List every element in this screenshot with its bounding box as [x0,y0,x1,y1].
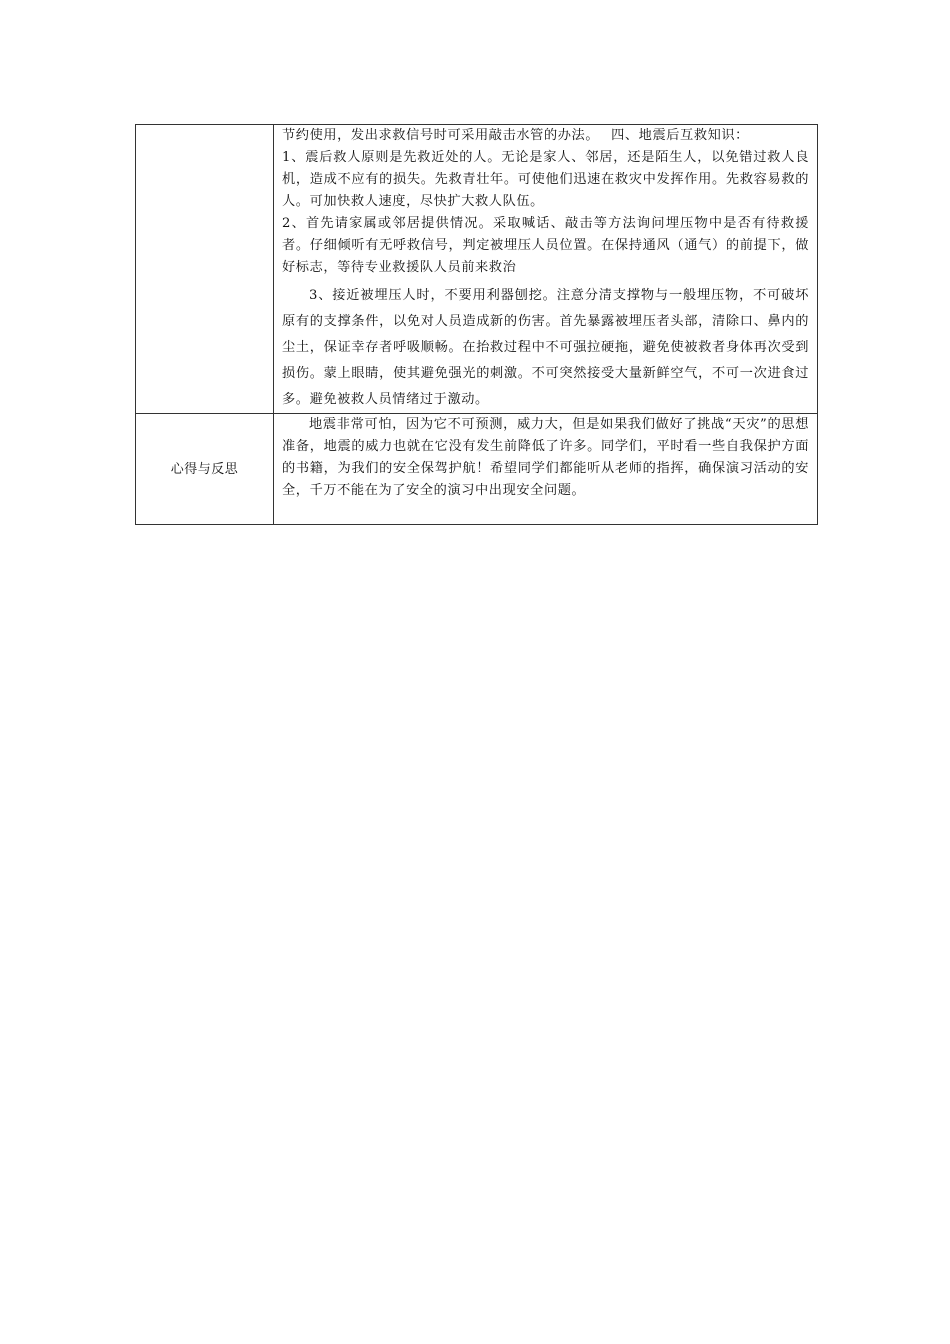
rescue-knowledge-text [274,125,817,413]
paragraph-locate-victims: 2、首先请家属或邻居提供情况。采取喊话、敲击等方法询问埋压物中是否有待救援者。仔细倾听有无呼救信号，判定被埋压人员位置。在保持通风（通气）的前提下，做好标志，等待专业救援队人员前来救治 [282,216,809,275]
paragraph-rescue-principle: 1、震后救人原则是先救近处的人。无论是家人、邻居，还是陌生人，以免错过救人良机，造成不应有的损失。先救青壮年。可使他们迅速在救灾中发挥作用。先救容易救的人。可加快救人速度，尽快扩大救人队伍。 [282,150,809,209]
table-row [136,125,818,414]
reflection-label: 心得与反思 [170,461,239,477]
row-label-cell [136,125,274,414]
reflection-paragraph: 地震非常可怕，因为它不可预测，威力大，但是如果我们做好了挑战“天灾”的思想准备，地震的威力也就在它没有发生前降低了许多。同学们，平时看一些自我保护方面的书籍，为我们的安全保驾护航！希望同学们都能听从老师的指挥，确保演习活动的安全，千万不能在为了安全的演习中出现安全问题。 [282,417,809,498]
reflection-label-cell [136,414,274,525]
reflection-text-wrapper [274,414,817,502]
table-row [136,414,818,525]
paragraph-excavation: 3、接近被埋压人时，不要用利器刨挖。注意分清支撑物与一般埋压物，不可破坏原有的支撑条件，以免对人员造成新的伤害。首先暴露被埋压者头部，清除口、鼻内的尘土，保证幸存者呼吸顺畅。在抬救过程中不可强拉硬拖，避免使被救者身体再次受到损伤。蒙上眼睛，使其避免强光的刺激。不可突然接受大量新鲜空气，不可一次进食过多。避免被救人员情绪过于激动。 [282,288,809,407]
activity-record-table [135,124,818,525]
paragraph-continuation: 节约使用，发出求救信号时可采用敲击水管的办法。 四、地震后互救知识： [282,128,749,143]
rescue-knowledge-cell [274,125,818,414]
reflection-cell [274,414,818,525]
